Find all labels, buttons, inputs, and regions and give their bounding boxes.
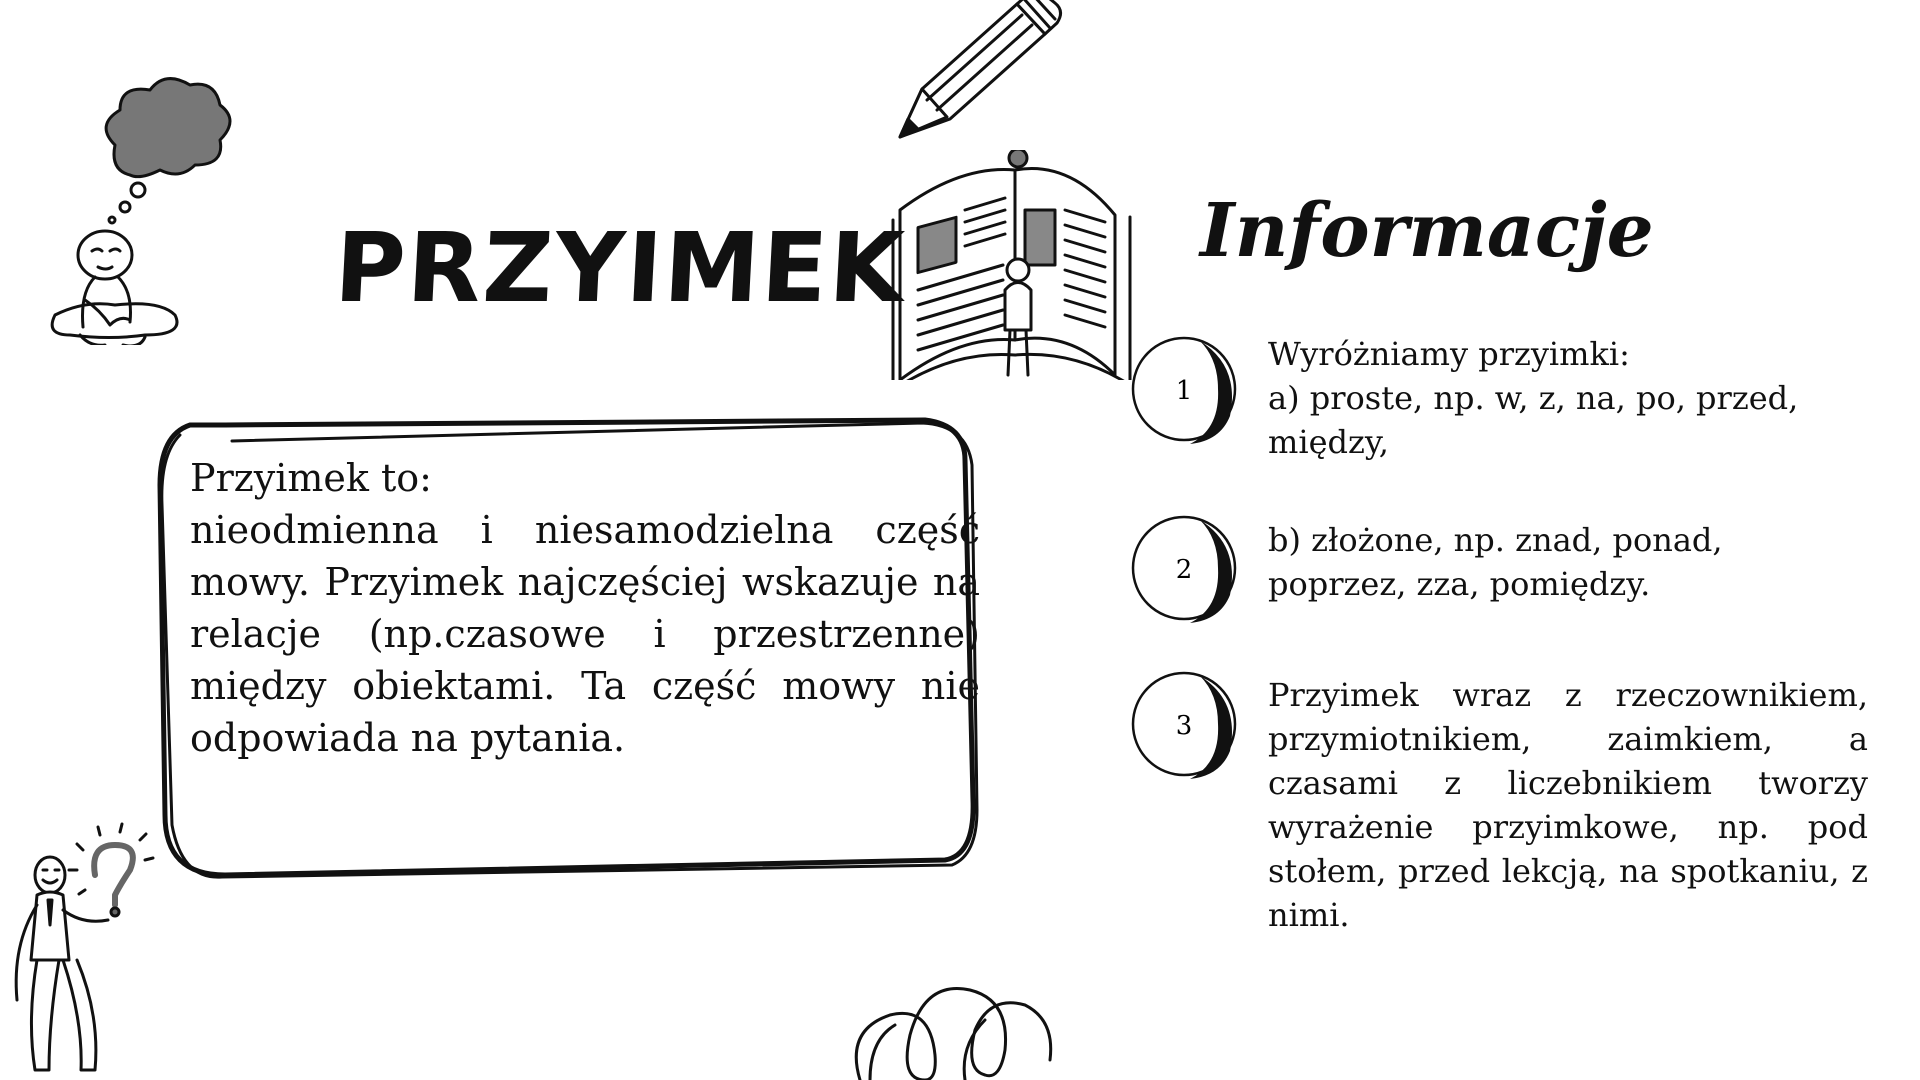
definition-label: Przyimek to: [190, 456, 432, 500]
definition-body: nieodmienna i niesamodzielna część mowy. Przyimek najczęściej wskazuje na relacje (np.czasowe i przestrzenne) między obiektami. Ta część mowy nie odpowiada na pytania. [190, 508, 980, 760]
number-1: 1 [1175, 376, 1193, 406]
number-circle-2 [1130, 512, 1242, 624]
number-2: 2 [1175, 555, 1193, 585]
open-book-icon [890, 150, 1135, 380]
thinking-person-icon [40, 55, 240, 345]
info-item-2 [1268, 518, 1868, 606]
info-item-1-line-2: a) proste, np. w, z, na, po, przed, między, [1268, 379, 1799, 461]
info-item-1 [1268, 332, 1868, 464]
info-item-3-line-1: Przyimek wraz z rzeczownikiem, przymiotnikiem, zaimkiem, a czasami z liczebnikiem tworzy wyrażenie przyimkowe, np. pod stołem, przed lekcją, na spotkaniu, z nimi. [1268, 676, 1868, 934]
info-heading: Informacje [1200, 188, 1654, 274]
info-item-3 [1268, 673, 1868, 937]
number-circle-3 [1130, 668, 1242, 780]
pencil-icon [890, 0, 1070, 145]
number-circle-1 [1130, 333, 1242, 445]
info-item-1-line-1: Wyróżniamy przyimki: [1268, 335, 1630, 373]
question-person-icon [5, 820, 155, 1080]
number-3: 3 [1175, 711, 1193, 741]
definition-text [190, 452, 980, 764]
scribble-icon [840, 975, 1065, 1080]
slide-title: PRZYIMEK [332, 212, 909, 324]
info-item-2-line-1: b) złożone, np. znad, ponad, poprzez, zza, pomiędzy. [1268, 521, 1723, 603]
